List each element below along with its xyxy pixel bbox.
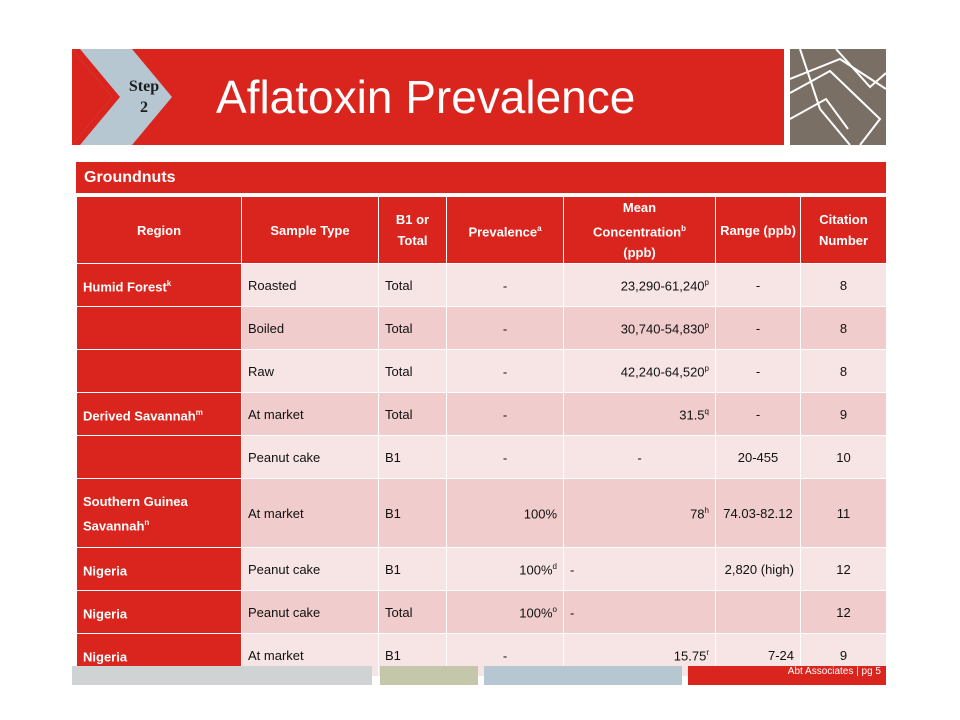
region-label: Nigeria: [83, 649, 128, 665]
sample-type-cell: At market: [242, 393, 379, 436]
region-sup: n: [144, 517, 150, 527]
prevalence-cell: [447, 591, 564, 634]
mean-concentration-cell: [564, 264, 716, 307]
sample-type-cell: At market: [242, 479, 379, 548]
range-cell: -: [716, 393, 801, 436]
range-cell: 20-455: [716, 436, 801, 479]
region-cell: [77, 264, 242, 307]
table-row: [77, 591, 887, 634]
prevalence-value: -: [502, 449, 508, 465]
region-sup: m: [195, 408, 203, 418]
prevalence-cell: [447, 479, 564, 548]
table-caption: Groundnuts: [76, 162, 886, 193]
table-row: [77, 436, 887, 479]
mean-value: 30,740-54,830: [620, 320, 705, 336]
region-cell: [77, 479, 242, 548]
sample-type-cell: Peanut cake: [242, 591, 379, 634]
prevalence-value: 100%: [519, 604, 553, 620]
citation-cell: 9: [801, 393, 887, 436]
prevalence-cell: [447, 307, 564, 350]
prevalence-sup: o: [552, 604, 557, 614]
region-sup: k: [166, 279, 172, 289]
mean-header-line1: Mean: [622, 200, 657, 215]
column-header-prevalence: [447, 197, 564, 264]
prevalence-cell: [447, 393, 564, 436]
mean-concentration-cell: [564, 350, 716, 393]
range-cell: -: [716, 307, 801, 350]
sample-type-cell: Peanut cake: [242, 436, 379, 479]
mean-sup: r: [706, 647, 709, 657]
citation-cell: 10: [801, 436, 887, 479]
region-cell: [77, 436, 242, 479]
region-label: Southern Guinea Savannah: [83, 493, 188, 533]
prevalence-value: -: [502, 647, 508, 663]
column-header-citation: Citation Number: [801, 197, 887, 264]
data-table: [76, 196, 887, 677]
region-label: Derived Savannah: [83, 408, 196, 424]
prevalence-header-label: Prevalence: [468, 224, 538, 240]
region-label: Nigeria: [83, 563, 128, 579]
prevalence-value: -: [502, 406, 508, 422]
step-label-word: Step: [128, 78, 160, 95]
b1-or-total-cell: Total: [379, 350, 447, 393]
mean-concentration-cell: [564, 393, 716, 436]
mean-sup: p: [704, 277, 709, 287]
sample-type-cell: At market: [242, 634, 379, 677]
table-row: [77, 307, 887, 350]
column-header-region: Region: [77, 197, 242, 264]
logo: [790, 49, 886, 145]
region-cell: [77, 548, 242, 591]
sample-type-cell: Roasted: [242, 264, 379, 307]
column-header-range: Range (ppb): [716, 197, 801, 264]
region-cell: [77, 307, 242, 350]
prevalence-value: -: [502, 320, 508, 336]
mean-concentration-cell: [564, 591, 716, 634]
mean-value: 78: [690, 505, 705, 521]
region-cell: [77, 393, 242, 436]
step-label: [118, 76, 170, 118]
footer-page-label: Abt Associates | pg 5: [787, 666, 881, 677]
mean-value: 31.5: [679, 406, 705, 422]
citation-cell: 12: [801, 591, 887, 634]
mean-header-sup: b: [681, 224, 686, 233]
b1-or-total-cell: B1: [379, 479, 447, 548]
citation-cell: 8: [801, 264, 887, 307]
mean-value: -: [570, 604, 575, 620]
table-row: [77, 350, 887, 393]
footer-bar-olive: [380, 666, 478, 685]
mean-value: 15.75: [673, 647, 707, 663]
prevalence-header-sup: a: [537, 224, 542, 233]
table-header-row: [77, 197, 887, 264]
prevalence-sup: d: [552, 561, 557, 571]
mean-concentration-cell: [564, 479, 716, 548]
range-cell: 7-24: [716, 634, 801, 677]
b1-or-total-cell: Total: [379, 393, 447, 436]
groundnuts-table: [76, 162, 886, 677]
region-cell: [77, 350, 242, 393]
mean-sup: p: [704, 320, 709, 330]
prevalence-cell: [447, 436, 564, 479]
b1-or-total-cell: B1: [379, 634, 447, 677]
citation-cell: 8: [801, 307, 887, 350]
page-title: Aflatoxin Prevalence: [216, 71, 636, 123]
mean-sup: h: [704, 505, 709, 515]
sample-type-cell: Raw: [242, 350, 379, 393]
prevalence-value: -: [502, 363, 508, 379]
mean-concentration-cell: [564, 307, 716, 350]
prevalence-value: 100%: [523, 505, 557, 521]
prevalence-value: 100%: [519, 561, 553, 577]
prevalence-cell: [447, 548, 564, 591]
mean-concentration-cell: [564, 548, 716, 591]
region-cell: [77, 591, 242, 634]
b1-or-total-cell: Total: [379, 264, 447, 307]
citation-cell: 8: [801, 350, 887, 393]
footer-bar-gray: [72, 666, 372, 685]
b1-or-total-cell: B1: [379, 548, 447, 591]
range-cell: -: [716, 350, 801, 393]
range-cell: 2,820 (high): [716, 548, 801, 591]
table-row: [77, 264, 887, 307]
table-row: [77, 548, 887, 591]
prevalence-value: -: [502, 277, 508, 293]
mean-sup: q: [704, 406, 709, 416]
mean-concentration-cell: [564, 436, 716, 479]
mean-header-line2: Concentration: [592, 224, 682, 240]
citation-cell: 12: [801, 548, 887, 591]
footer-bar-blue: [484, 666, 682, 685]
prevalence-cell: [447, 264, 564, 307]
b1-or-total-cell: B1: [379, 436, 447, 479]
column-header-b1-or-total: B1 or Total: [379, 197, 447, 264]
mean-value: -: [637, 449, 642, 465]
table-row: [77, 479, 887, 548]
b1-or-total-cell: Total: [379, 591, 447, 634]
sample-type-cell: Boiled: [242, 307, 379, 350]
mean-value: 23,290-61,240: [620, 277, 705, 293]
range-cell: [716, 591, 801, 634]
b1-or-total-cell: Total: [379, 307, 447, 350]
range-cell: -: [716, 264, 801, 307]
citation-cell: 9: [801, 634, 887, 677]
mean-sup: p: [704, 363, 709, 373]
range-cell: 74.03-82.12: [716, 479, 801, 548]
mean-value: -: [570, 561, 575, 577]
logo-lines-icon: [790, 49, 886, 145]
mean-value: 42,240-64,520: [620, 363, 705, 379]
column-header-sample-type: Sample Type: [242, 197, 379, 264]
column-header-mean-concentration: [564, 197, 716, 264]
sample-type-cell: Peanut cake: [242, 548, 379, 591]
region-label: Nigeria: [83, 606, 128, 622]
prevalence-cell: [447, 350, 564, 393]
step-label-number: 2: [140, 99, 148, 116]
mean-header-line3: (ppb): [623, 245, 656, 261]
region-label: Humid Forest: [83, 279, 167, 295]
citation-cell: 11: [801, 479, 887, 548]
table-row: [77, 393, 887, 436]
